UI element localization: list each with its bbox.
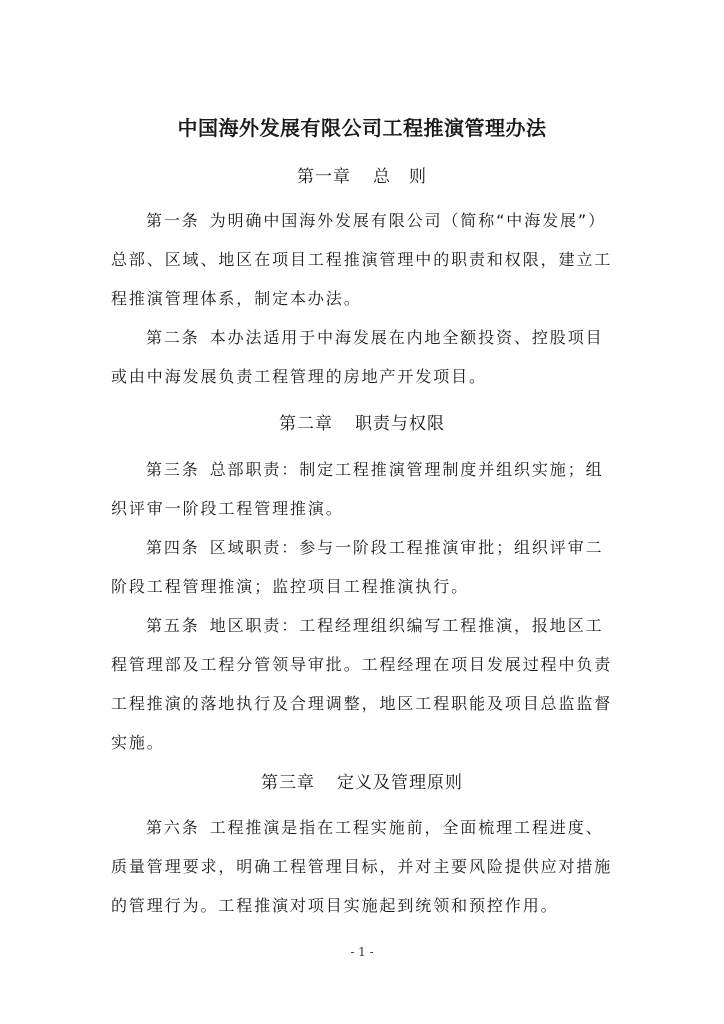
- article-label: 第二条: [146, 328, 200, 347]
- article-label: 第六条: [146, 818, 200, 837]
- article-label: 第三条: [146, 460, 200, 479]
- page-number: - 1 -: [350, 945, 374, 959]
- article-text: 地区职责：工程经理组织编写工程推演，报地区工程管理部及工程分管领导审批。工程经理在项目发展过程中负责工程推演的落地执行及合理调整，地区工程职能及项目总监监督实施。: [111, 616, 613, 752]
- article-5: [111, 606, 616, 762]
- chapter-number: 第三章: [261, 773, 315, 793]
- chapter-heading-3: [0, 768, 724, 793]
- article-text: 工程推演是指在工程实施前，全面梳理工程进度、质量管理要求，明确工程管理目标，并对主要风险提供应对措施的管理行为。工程推演对项目实施起到统领和预控作用。: [111, 818, 613, 915]
- chapter-number: 第一章: [297, 167, 351, 187]
- article-1: [111, 201, 616, 318]
- document-title: 中国海外发展有限公司工程推演管理办法: [177, 116, 547, 140]
- chapter-number: 第二章: [279, 414, 333, 434]
- article-label: 第五条: [146, 616, 200, 635]
- chapter-title: 定义及管理原则: [337, 773, 463, 793]
- article-text: 总部职责：制定工程推演管理制度并组织实施；组织评审一阶段工程管理推演。: [111, 460, 604, 518]
- article-text: 本办法适用于中海发展在内地全额投资、控股项目或由中海发展负责工程管理的房地产开发项目。: [111, 328, 604, 386]
- article-label: 第四条: [146, 538, 200, 557]
- chapter-heading-1: [0, 162, 724, 187]
- chapter-title: 职责与权限: [355, 414, 445, 434]
- article-label: 第一条: [146, 211, 200, 230]
- article-3: [111, 450, 616, 528]
- chapter-title: 总 则: [373, 167, 427, 187]
- article-6: [111, 808, 616, 925]
- chapter-heading-2: [0, 409, 724, 434]
- article-text: 为明确中国海外发展有限公司（简称“中海发展”）总部、区域、地区在项目工程推演管理中的职责和权限，建立工程推演管理体系，制定本办法。: [111, 211, 613, 308]
- article-4: [111, 528, 616, 606]
- article-text: 区域职责：参与一阶段工程推演审批；组织评审二阶段工程管理推演；监控项目工程推演执行。: [111, 538, 604, 596]
- article-2: [111, 318, 616, 396]
